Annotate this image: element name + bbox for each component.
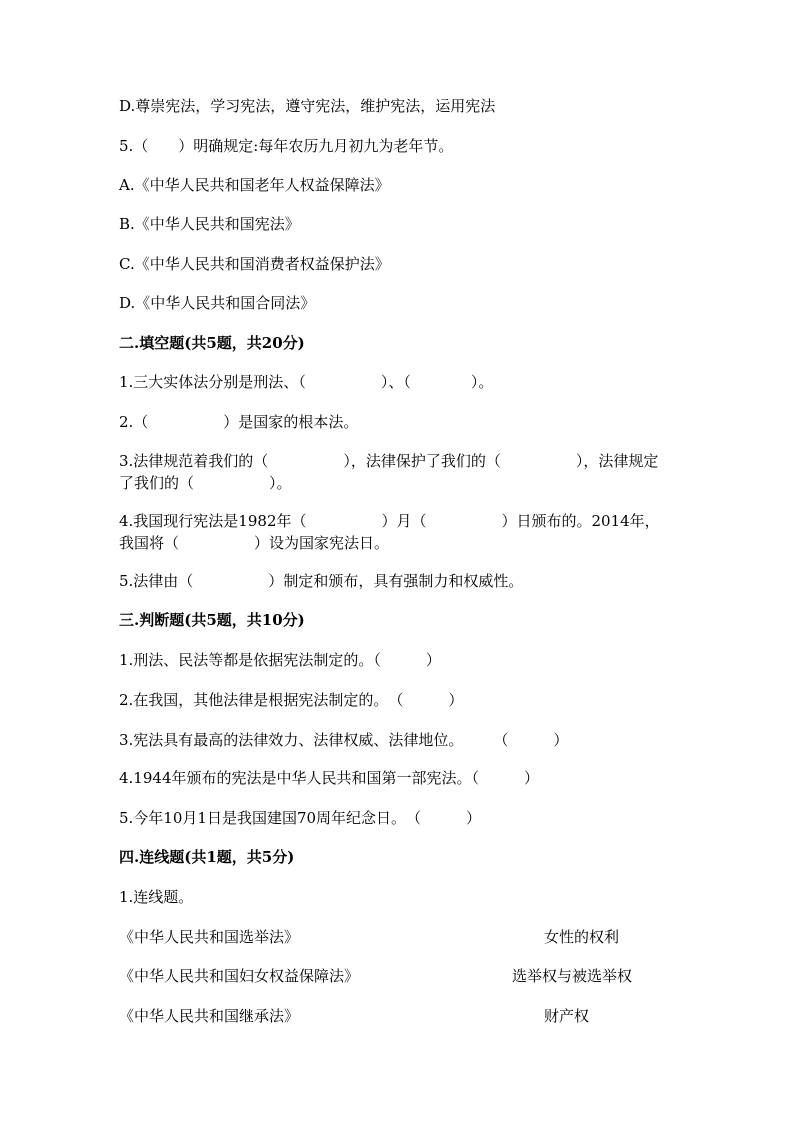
fill-blank-q2: 2.（ ）是国家的根本法。	[119, 413, 359, 431]
true-false-q3: 3.宪法具有最高的法律效力、法律权威、法律地位。 （ ）	[119, 731, 569, 749]
matching-right-item: 女性的权利	[544, 928, 620, 946]
matching-left-item: 《中华人民共和国选举法》	[119, 928, 300, 946]
matching-q1: 1.连线题。	[119, 888, 194, 906]
true-false-q1: 1.刑法、民法等都是依据宪法制定的。（ ）	[119, 651, 441, 669]
fill-blank-q4: 4.我国现行宪法是1982年（ ）月（ ）日颁布的。2014年，我国将（ ）设为国家宪法日。	[119, 512, 660, 552]
fill-blank-q1: 1.三大实体法分别是刑法、（ ）、（ ）。	[119, 373, 494, 391]
q5-option-a: A.《中华人民共和国老年人权益保障法》	[119, 176, 390, 194]
matching-right-item: 选举权与被选举权	[512, 967, 633, 985]
q5-stem: 5.（ ）明确规定:每年农历九月初九为老年节。	[119, 137, 454, 155]
section-matching-heading: 四.连线题(共1题，共5分)	[119, 848, 295, 866]
true-false-q2: 2.在我国，其他法律是根据宪法制定的。 （ ）	[119, 691, 464, 709]
matching-right-item: 财产权	[544, 1007, 590, 1025]
fill-blank-q3: 3.法律规范着我们的（ ），法律保护了我们的（ ），法律规定了我们的（ ）。	[119, 452, 659, 492]
matching-left-item: 《中华人民共和国妇女权益保障法》	[119, 967, 360, 985]
q5-option-b: B.《中华人民共和国宪法》	[119, 215, 300, 233]
q5-option-d: D.《中华人民共和国合同法》	[119, 294, 316, 312]
true-false-q4: 4.1944年颁布的宪法是中华人民共和国第一部宪法。（ ）	[119, 769, 539, 787]
matching-left-item: 《中华人民共和国继承法》	[119, 1007, 300, 1025]
q4-option-d: D.尊崇宪法，学习宪法，遵守宪法，维护宪法，运用宪法	[119, 97, 496, 115]
true-false-q5: 5.今年10月1日是我国建国70周年纪念日。 （ ）	[119, 809, 482, 827]
section-true-false-heading: 三.判断题(共5题，共10分)	[119, 611, 305, 629]
section-fill-blank-heading: 二.填空题(共5题，共20分)	[119, 334, 305, 352]
fill-blank-q5: 5.法律由（ ）制定和颁布，具有强制力和权威性。	[119, 572, 524, 590]
q5-option-c: C.《中华人民共和国消费者权益保护法》	[119, 255, 390, 273]
